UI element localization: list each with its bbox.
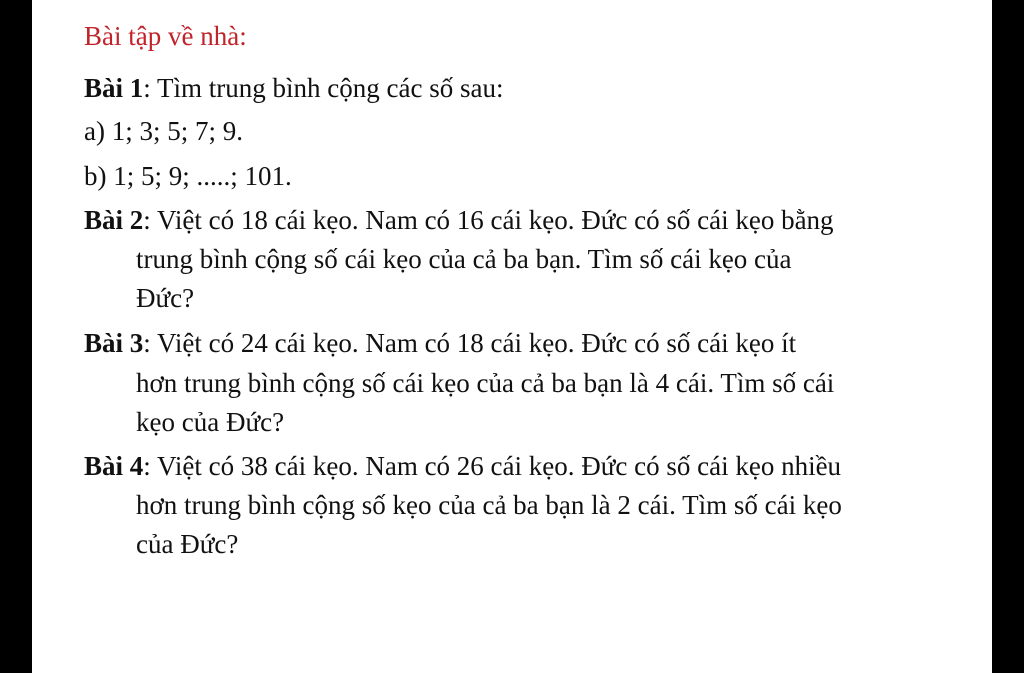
exercise-1-text: Tìm trung bình cộng các số sau:: [157, 73, 504, 103]
exercise-3-text-2: hơn trung bình cộng số cái kẹo của cả ba bạn là 4 cái. Tìm số cái: [136, 368, 835, 398]
exercise-1-label: Bài 1: [84, 73, 144, 103]
exercise-4-text-3: của Đức?: [136, 529, 239, 559]
exercise-4-label: Bài 4: [84, 451, 144, 481]
exercise-4-text-2: hơn trung bình cộng số kẹo của cả ba bạn là 2 cái. Tìm số cái kẹo: [136, 490, 842, 520]
exercise-4-line-1: Bài 4: Việt có 38 cái kẹo. Nam có 26 cái kẹo. Đức có số cái kẹo nhiều: [84, 451, 842, 481]
page-heading: Bài tập về nhà:: [84, 21, 247, 51]
exercise-1-item-a: a) 1; 3; 5; 7; 9.: [84, 116, 243, 146]
exercise-3-text-3: kẹo của Đức?: [136, 407, 285, 437]
exercise-3-text-1: Việt có 24 cái kẹo. Nam có 18 cái kẹo. Đức có số cái kẹo ít: [157, 328, 797, 358]
exercise-1-line-1: Bài 1: Tìm trung bình cộng các số sau:: [84, 73, 504, 103]
exercise-2-label: Bài 2: [84, 205, 144, 235]
exercise-4-text-1: Việt có 38 cái kẹo. Nam có 26 cái kẹo. Đức có số cái kẹo nhiều: [157, 451, 842, 481]
exercise-1-item-b: b) 1; 5; 9; .....; 101.: [84, 161, 292, 191]
exercise-3-label: Bài 3: [84, 328, 144, 358]
exercise-2-line-1: Bài 2: Việt có 18 cái kẹo. Nam có 16 cái kẹo. Đức có số cái kẹo bằng: [84, 205, 834, 235]
exercise-2-text-3: Đức?: [136, 283, 195, 313]
exercise-2-text-1: Việt có 18 cái kẹo. Nam có 16 cái kẹo. Đức có số cái kẹo bằng: [157, 205, 834, 235]
exercise-2-text-2: trung bình cộng số cái kẹo của cả ba bạn. Tìm số cái kẹo của: [136, 244, 792, 274]
slide-page: [32, 0, 992, 673]
exercise-3-line-1: Bài 3: Việt có 24 cái kẹo. Nam có 18 cái kẹo. Đức có số cái kẹo ít: [84, 328, 797, 358]
